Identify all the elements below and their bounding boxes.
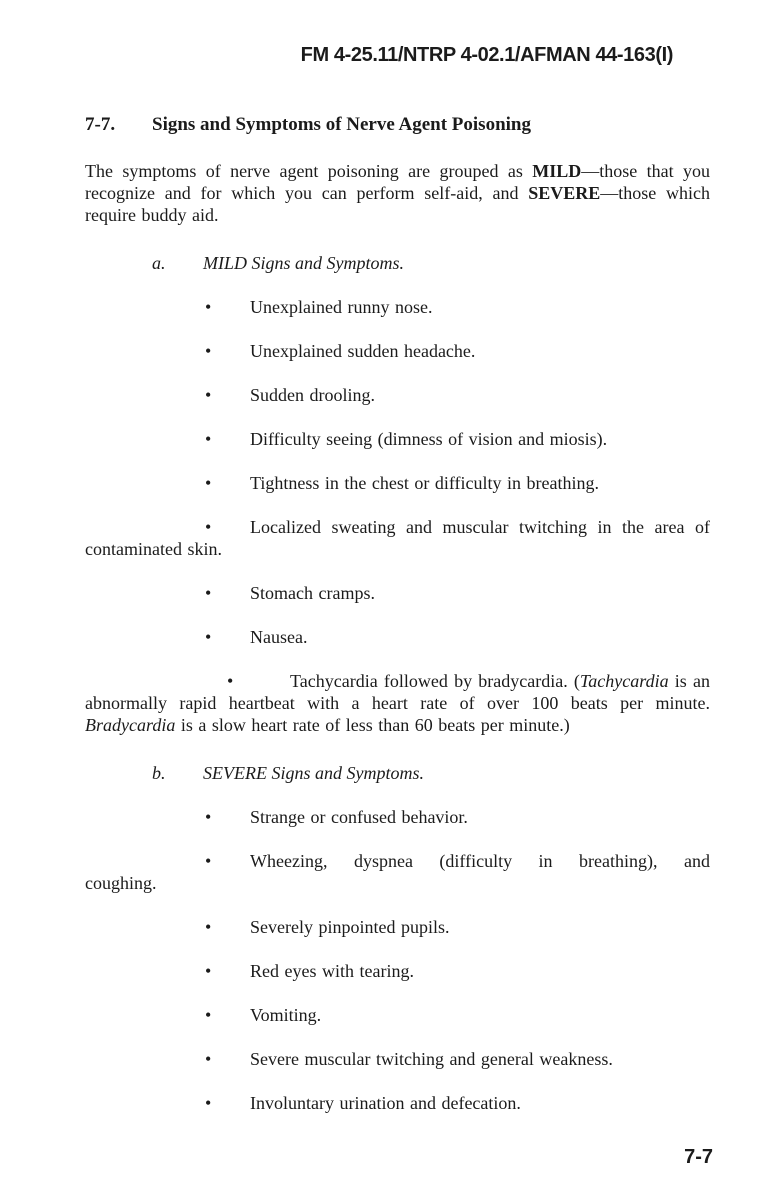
bullet-item <box>85 582 710 604</box>
bullet-item <box>85 916 710 938</box>
bullet-item <box>85 1004 710 1026</box>
bullet-text: Severe muscular twitching and general weakness. <box>250 1049 613 1069</box>
subsection-b-title: SEVERE Signs and Symptoms. <box>203 763 424 783</box>
bullet-icon: • <box>205 429 212 449</box>
bullet-text: Nausea. <box>250 627 308 647</box>
bullet-item-wheezing <box>85 850 710 894</box>
bullet-text: Severely pinpointed pupils. <box>250 917 450 937</box>
bullet-item <box>85 340 710 362</box>
bullet-text: Unexplained sudden headache. <box>250 341 476 361</box>
bullet-text: Difficulty seeing (dimness of vision and miosis). <box>250 429 608 449</box>
bullet-text: Unexplained runny nose. <box>250 297 433 317</box>
intro-paragraph: The symptoms of nerve agent poisoning are grouped as MILD—those that you recognize and for which you can perform self-aid, and SEVERE—those which require buddy aid. <box>85 161 710 225</box>
bullet-text: Red eyes with tearing. <box>250 961 414 981</box>
bullet-icon: • <box>205 341 212 361</box>
bullet-icon: • <box>205 297 212 317</box>
bullet-item <box>85 626 710 648</box>
bullet-icon: • <box>205 851 212 871</box>
bullet-icon: • <box>205 917 212 937</box>
bullet-icon: • <box>205 517 212 537</box>
bullet-item-localized-sweating <box>85 516 710 560</box>
subsection-a-label: a. <box>152 253 166 273</box>
bullet-icon: • <box>205 583 212 603</box>
subsection-a-title: MILD Signs and Symptoms. <box>203 253 404 273</box>
section-title: Signs and Symptoms of Nerve Agent Poisoning <box>152 114 531 135</box>
bullet-item <box>85 428 710 450</box>
bullet-text: Vomiting. <box>250 1005 322 1025</box>
text-block <box>0 44 770 1114</box>
bullet-item <box>85 384 710 406</box>
subsection-a-heading <box>85 252 710 274</box>
term-bradycardia: Bradycardia <box>85 715 176 735</box>
bullet-text: Tachycardia followed by bradycardia. ( <box>290 671 580 691</box>
bullet-text: Sudden drooling. <box>250 385 375 405</box>
bullet-item-tachycardia: • Tachycardia followed by bradycardia. (Tachycardia is an abnormally rapid heartbeat with a heart rate of over 100 beats per minute. Bradycardia is a slow heart rate of less than 60 beats per minute.) <box>85 671 710 735</box>
bullet-item <box>85 960 710 982</box>
bullet-text: Localized sweating and muscular twitching in the area of contaminated skin. <box>85 517 710 559</box>
subsection-b-heading <box>85 762 710 784</box>
bullet-icon: • <box>205 1005 212 1025</box>
bullet-text-continuation: coughing. <box>85 873 157 893</box>
bullet-text: Strange or confused behavior. <box>250 807 468 827</box>
bullet-item <box>85 1048 710 1070</box>
bullet-text: Tightness in the chest or difficulty in breathing. <box>250 473 599 493</box>
document-id-header: FM 4-25.11/NTRP 4-02.1/AFMAN 44-163(I) <box>300 44 673 66</box>
bullet-item <box>85 1092 710 1114</box>
bullet-text: Involuntary urination and defecation. <box>250 1093 521 1113</box>
bullet-icon: • <box>205 1093 212 1113</box>
term-tachycardia: Tachycardia <box>579 671 669 691</box>
bullet-text: Stomach cramps. <box>250 583 375 603</box>
bullet-icon: • <box>227 671 234 691</box>
bullet-icon: • <box>205 385 212 405</box>
bullet-icon: • <box>205 961 212 981</box>
bullet-icon: • <box>205 1049 212 1069</box>
section-number: 7-7. <box>85 114 116 135</box>
bullet-icon: • <box>205 627 212 647</box>
severe-keyword: SEVERE <box>528 183 601 203</box>
bullet-text: Wheezing, dyspnea (difficulty in breathing), and <box>250 851 710 871</box>
bullet-icon: • <box>205 473 212 493</box>
bullet-item <box>85 472 710 494</box>
bullet-icon: • <box>205 807 212 827</box>
mild-keyword: MILD <box>532 161 582 181</box>
page-number: 7-7 <box>684 1146 713 1168</box>
bullet-item <box>85 296 710 318</box>
subsection-b-label: b. <box>152 763 166 783</box>
section-heading <box>85 114 710 136</box>
bullet-item <box>85 806 710 828</box>
